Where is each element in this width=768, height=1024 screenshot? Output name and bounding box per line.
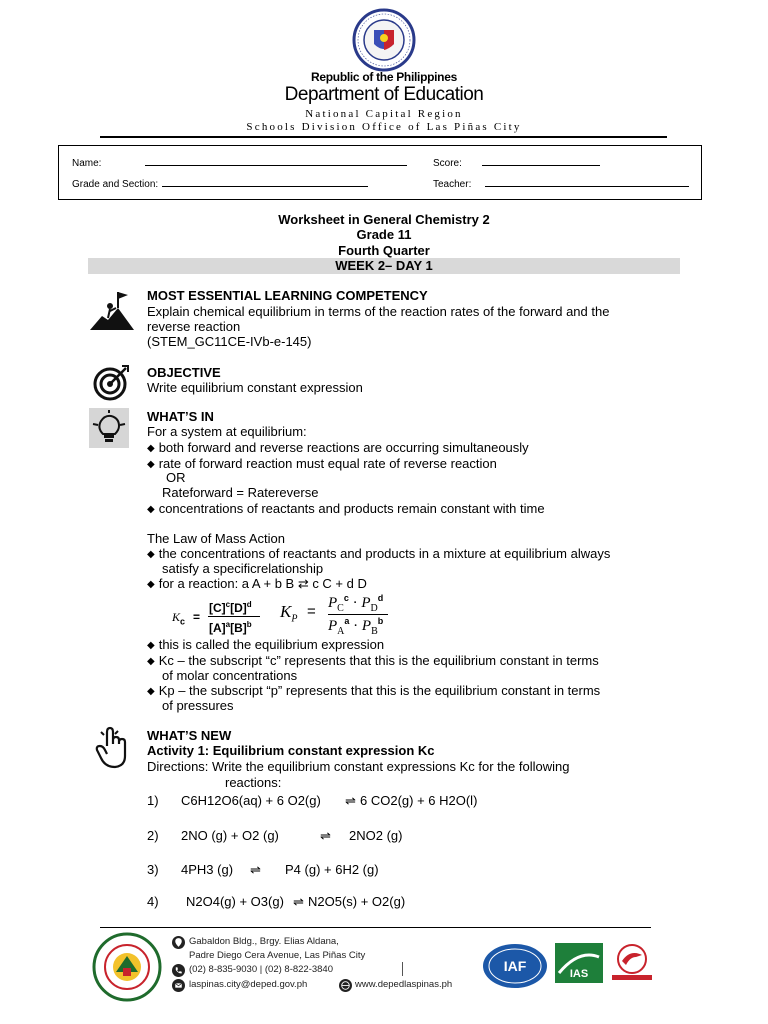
reaction-1-number: 1): [147, 793, 159, 808]
kp-numerator: $P_C^c \cdot P_D^d$: [328, 593, 384, 614]
law-title: The Law of Mass Action: [147, 531, 286, 546]
footer-separator: [402, 962, 403, 976]
kp-bullet-cont: of pressures: [162, 698, 234, 713]
directions-text-cont: reactions:: [225, 775, 282, 790]
whats-in-rate: Rateforward = Ratereverse: [162, 485, 319, 500]
header-republic: Republic of the Philippines: [311, 70, 457, 84]
header-department: Department of Education: [284, 84, 484, 105]
teacher-label: Teacher:: [433, 179, 472, 190]
melc-text-1: Explain chemical equilibrium in terms of the reaction rates of the forward and the: [147, 304, 610, 319]
grade-section-field[interactable]: [72, 177, 368, 190]
whats-in-bullet-3: ◆ concentrations of reactants and products remain constant with time: [147, 501, 545, 516]
law-bullet-1-cont: satisfy a specificrelationship: [162, 561, 324, 576]
reaction-4-arrow: ⇌: [293, 894, 304, 909]
law-bullet-1: ◆ the concentrations of reactants and products in a mixture at equilibrium always: [147, 546, 610, 561]
header-divider: [100, 136, 667, 138]
kc-fraction-bar: [208, 616, 260, 617]
worksheet-title: Worksheet in General Chemistry 2: [278, 212, 490, 227]
reaction-4-products: N2O5(s) + O2(g): [308, 894, 406, 909]
name-label: Name:: [72, 158, 102, 169]
kc-numerator: $[C]^c[D]^d$: [209, 600, 252, 615]
reaction-4-reactants: N2O4(g) + O3(g): [186, 894, 284, 909]
footer-phone: (02) 8-835-9030 | (02) 8-822-3840: [189, 964, 334, 975]
reaction-1-reactants: C6H12O6(aq) + 6 O2(g): [181, 793, 321, 808]
whats-new-heading: WHAT’S NEW: [147, 728, 232, 743]
objective-heading: OBJECTIVE: [147, 365, 221, 380]
melc-heading: MOST ESSENTIAL LEARNING COMPETENCY: [147, 288, 428, 303]
kc-symbol: $K_c$: [172, 610, 186, 627]
mountain-flag-icon: [88, 286, 136, 334]
reaction-1-products: 6 CO2(g) + 6 H2O(l): [360, 793, 478, 808]
ias-badge-logo: [555, 943, 603, 983]
activity-title: Activity 1: Equilibrium constant expression Kc: [147, 743, 435, 758]
footer-email[interactable]: laspinas.city@deped.gov.ph: [189, 979, 308, 990]
reaction-1-arrow: ⇌: [345, 793, 356, 808]
kp-fraction-bar: [328, 614, 388, 615]
directions-text: Directions: Write the equilibrium constant expressions Kc for the following: [147, 759, 570, 774]
name-line[interactable]: [145, 156, 407, 166]
grade-section-line[interactable]: [162, 177, 368, 187]
whats-in-intro: For a system at equilibrium:: [147, 424, 307, 439]
kc-equals: =: [193, 610, 201, 624]
teacher-line[interactable]: [485, 177, 689, 187]
score-field[interactable]: [433, 156, 600, 169]
deped-seal-logo: [346, 8, 422, 72]
week-banner: WEEK 2– DAY 1: [88, 258, 680, 274]
division-seal-logo: [92, 932, 162, 1002]
email-icon: [172, 979, 185, 992]
grade-section-label: Grade and Section:: [72, 179, 159, 190]
student-info-box: [58, 145, 702, 200]
whats-in-or: OR: [166, 470, 186, 485]
footer-address-1: Gabaldon Bldg., Brgy. Elias Aldana,: [189, 936, 339, 947]
lightbulb-icon: [89, 408, 129, 448]
kp-bullet: ◆ Kp – the subscript “p” represents that this is the equilibrium constant in terms: [147, 683, 600, 698]
iaf-badge-logo: [482, 943, 548, 989]
footer-divider: [100, 927, 651, 928]
header-division: Schools Division Office of Las Piñas City: [246, 121, 522, 133]
globe-icon: [339, 979, 352, 992]
reaction-3-products: P4 (g) + 6H2 (g): [285, 862, 379, 877]
footer-address-2: Padre Diego Cera Avenue, Las Piñas City: [189, 950, 366, 961]
ias-badge-text: IAS: [569, 968, 589, 980]
kp-denominator: $P_A^a \cdot P_B^b$: [328, 616, 384, 637]
reaction-2-products: 2NO2 (g): [349, 828, 403, 843]
objective-text: Write equilibrium constant expression: [147, 380, 363, 395]
reaction-2-number: 2): [147, 828, 159, 843]
target-icon: [92, 362, 132, 402]
reaction-2-reactants: 2NO (g) + O2 (g): [181, 828, 279, 843]
phone-icon: [172, 964, 185, 977]
iaf-badge-text: IAF: [503, 958, 527, 974]
name-field[interactable]: [72, 156, 407, 169]
location-icon: [172, 936, 185, 949]
worksheet-quarter: Fourth Quarter: [338, 243, 430, 258]
whats-in-bullet-2: ◆ rate of forward reaction must equal rate of reverse reaction: [147, 456, 497, 471]
certification-badge-logo: [608, 943, 656, 983]
worksheet-grade: Grade 11: [356, 227, 412, 242]
header-region: National Capital Region: [305, 108, 463, 120]
kc-denominator: $[A]^a[B]^b$: [209, 620, 252, 635]
teacher-field[interactable]: [433, 177, 689, 190]
kc-bullet: ◆ Kc – the subscript “c” represents that this is the equilibrium constant in terms: [147, 653, 599, 668]
score-label: Score:: [433, 158, 462, 169]
whats-in-heading: WHAT’S IN: [147, 409, 214, 424]
expr-bullet: ◆ this is called the equilibrium expression: [147, 637, 384, 652]
score-line[interactable]: [482, 156, 600, 166]
kp-equals: =: [307, 603, 316, 620]
footer-website[interactable]: www.depedlaspinas.ph: [355, 979, 453, 990]
melc-text-2: reverse reaction: [147, 319, 241, 334]
reaction-3-arrow: ⇌: [250, 862, 261, 877]
reaction-2-arrow: ⇌: [320, 828, 331, 843]
reaction-3-reactants: 4PH3 (g): [181, 862, 234, 877]
whats-in-bullet-1: ◆ both forward and reverse reactions are occurring simultaneously: [147, 440, 529, 455]
reaction-3-number: 3): [147, 862, 159, 877]
hand-pointer-icon: [93, 726, 133, 770]
melc-code: (STEM_GC11CE-IVb-e-145): [147, 334, 312, 349]
reaction-4-number: 4): [147, 894, 159, 909]
kc-bullet-cont: of molar concentrations: [162, 668, 298, 683]
kp-symbol: $K_P$: [280, 602, 298, 625]
law-bullet-2: ◆ for a reaction: a A + b B ⇄ c C + d D: [147, 576, 367, 592]
